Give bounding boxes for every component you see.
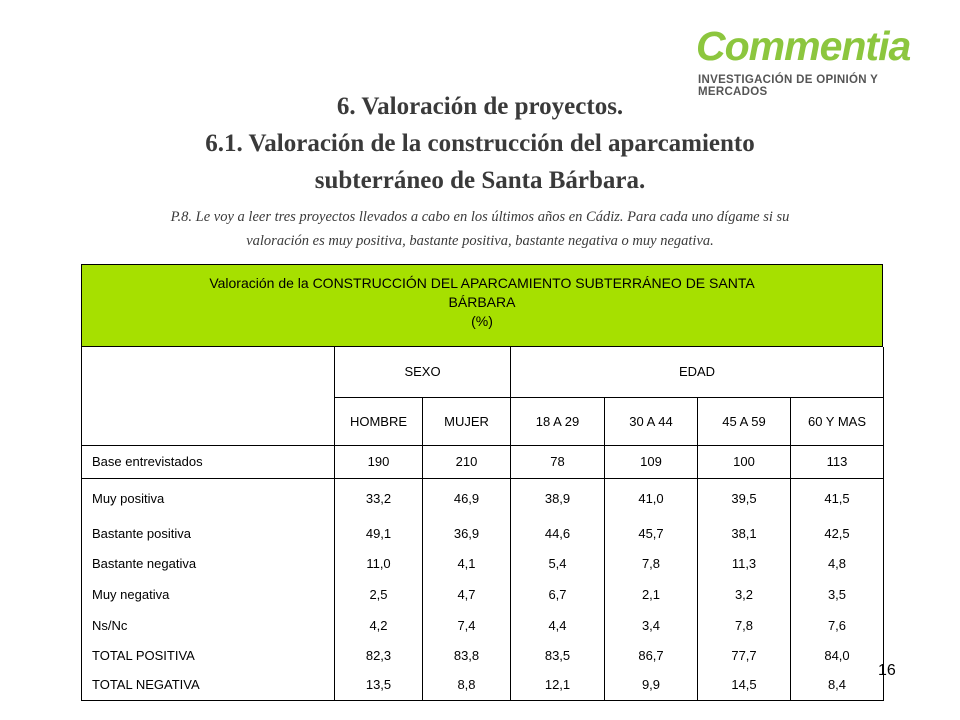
table-header-subject-cont: BÁRBARA bbox=[448, 294, 516, 310]
table-cell: 41,0 bbox=[605, 478, 698, 518]
group-header-row bbox=[82, 347, 884, 397]
table-cell: 33,2 bbox=[335, 478, 423, 518]
results-table bbox=[81, 264, 883, 701]
table-cell: 11,0 bbox=[335, 548, 423, 579]
table-cell: 6,7 bbox=[511, 579, 605, 610]
col-header: MUJER bbox=[423, 397, 511, 445]
table-cell: 4,4 bbox=[511, 610, 605, 640]
table-row bbox=[82, 445, 884, 478]
group-edad: EDAD bbox=[511, 347, 884, 397]
table-row bbox=[82, 548, 884, 579]
question-line-2: valoración es muy positiva, bastante positiva, bastante negativa o muy negativa. bbox=[246, 233, 714, 249]
table-cell: 38,1 bbox=[698, 518, 791, 548]
table-cell: 210 bbox=[423, 445, 511, 478]
table-cell: 45,7 bbox=[605, 518, 698, 548]
table-cell: 8,4 bbox=[791, 670, 884, 700]
logo-tagline: INVESTIGACIÓN DE OPINIÓN Y MERCADOS bbox=[698, 74, 878, 98]
table-row bbox=[82, 579, 884, 610]
title-line-2: 6.1. Valoración de la construcción del aparcamiento bbox=[205, 130, 755, 157]
col-header: HOMBRE bbox=[335, 397, 423, 445]
data-table bbox=[81, 347, 884, 701]
table-cell: 2,5 bbox=[335, 579, 423, 610]
table-cell: 5,4 bbox=[511, 548, 605, 579]
corner-cell bbox=[82, 347, 335, 445]
col-header: 60 Y MAS bbox=[791, 397, 884, 445]
table-cell: 49,1 bbox=[335, 518, 423, 548]
row-label: TOTAL NEGATIVA bbox=[82, 670, 335, 700]
table-cell: 12,1 bbox=[511, 670, 605, 700]
table-row bbox=[82, 610, 884, 640]
table-cell: 86,7 bbox=[605, 640, 698, 670]
table-cell: 7,8 bbox=[698, 610, 791, 640]
table-cell: 3,5 bbox=[791, 579, 884, 610]
title-line-3: subterráneo de Santa Bárbara. bbox=[314, 167, 646, 194]
title-line-1: 6. Valoración de proyectos. bbox=[336, 93, 624, 120]
table-cell: 11,3 bbox=[698, 548, 791, 579]
table-row bbox=[82, 670, 884, 700]
table-cell: 78 bbox=[511, 445, 605, 478]
table-cell: 113 bbox=[791, 445, 884, 478]
table-row bbox=[82, 478, 884, 518]
table-header-line-1 bbox=[82, 274, 882, 293]
page-title bbox=[60, 88, 900, 199]
table-cell: 77,7 bbox=[698, 640, 791, 670]
table-header-unit: (%) bbox=[471, 313, 493, 329]
table-cell: 38,9 bbox=[511, 478, 605, 518]
row-label: Ns/Nc bbox=[82, 610, 335, 640]
table-cell: 7,6 bbox=[791, 610, 884, 640]
table-header-prefix: Valoración de la bbox=[209, 275, 313, 291]
table-cell: 84,0 bbox=[791, 640, 884, 670]
table-cell: 190 bbox=[335, 445, 423, 478]
table-cell: 100 bbox=[698, 445, 791, 478]
table-cell: 109 bbox=[605, 445, 698, 478]
table-cell: 46,9 bbox=[423, 478, 511, 518]
row-label: Base entrevistados bbox=[82, 445, 335, 478]
table-cell: 8,8 bbox=[423, 670, 511, 700]
table-cell: 3,2 bbox=[698, 579, 791, 610]
table-header bbox=[81, 264, 883, 347]
question-line-1: P.8. Le voy a leer tres proyectos llevados a cabo en los últimos años en Cádiz. Para cada uno dígame si su bbox=[170, 209, 790, 225]
table-cell: 14,5 bbox=[698, 670, 791, 700]
page-number: 16 bbox=[878, 662, 896, 679]
commentia-logo bbox=[696, 22, 936, 98]
table-cell: 3,4 bbox=[605, 610, 698, 640]
table-cell: 4,7 bbox=[423, 579, 511, 610]
logo-wordmark: Commentia bbox=[696, 23, 911, 69]
row-label: Muy positiva bbox=[82, 478, 335, 518]
row-label: Bastante positiva bbox=[82, 518, 335, 548]
table-cell: 83,8 bbox=[423, 640, 511, 670]
row-label: Muy negativa bbox=[82, 579, 335, 610]
col-header: 18 A 29 bbox=[511, 397, 605, 445]
table-cell: 42,5 bbox=[791, 518, 884, 548]
table-cell: 4,1 bbox=[423, 548, 511, 579]
table-header-subject: CONSTRUCCIÓN DEL APARCAMIENTO SUBTERRÁNEO DE SANTA bbox=[312, 275, 755, 291]
table-cell: 41,5 bbox=[791, 478, 884, 518]
table-cell: 82,3 bbox=[335, 640, 423, 670]
table-cell: 13,5 bbox=[335, 670, 423, 700]
table-cell: 36,9 bbox=[423, 518, 511, 548]
table-cell: 7,8 bbox=[605, 548, 698, 579]
table-cell: 7,4 bbox=[423, 610, 511, 640]
table-row bbox=[82, 640, 884, 670]
row-label: Bastante negativa bbox=[82, 548, 335, 579]
table-cell: 83,5 bbox=[511, 640, 605, 670]
table-row bbox=[82, 518, 884, 548]
table-cell: 4,2 bbox=[335, 610, 423, 640]
question-text bbox=[60, 205, 900, 253]
col-header: 30 A 44 bbox=[605, 397, 698, 445]
table-cell: 39,5 bbox=[698, 478, 791, 518]
col-header: 45 A 59 bbox=[698, 397, 791, 445]
row-label: TOTAL POSITIVA bbox=[82, 640, 335, 670]
group-sexo: SEXO bbox=[335, 347, 511, 397]
table-cell: 4,8 bbox=[791, 548, 884, 579]
table-cell: 44,6 bbox=[511, 518, 605, 548]
table-cell: 9,9 bbox=[605, 670, 698, 700]
table-cell: 2,1 bbox=[605, 579, 698, 610]
